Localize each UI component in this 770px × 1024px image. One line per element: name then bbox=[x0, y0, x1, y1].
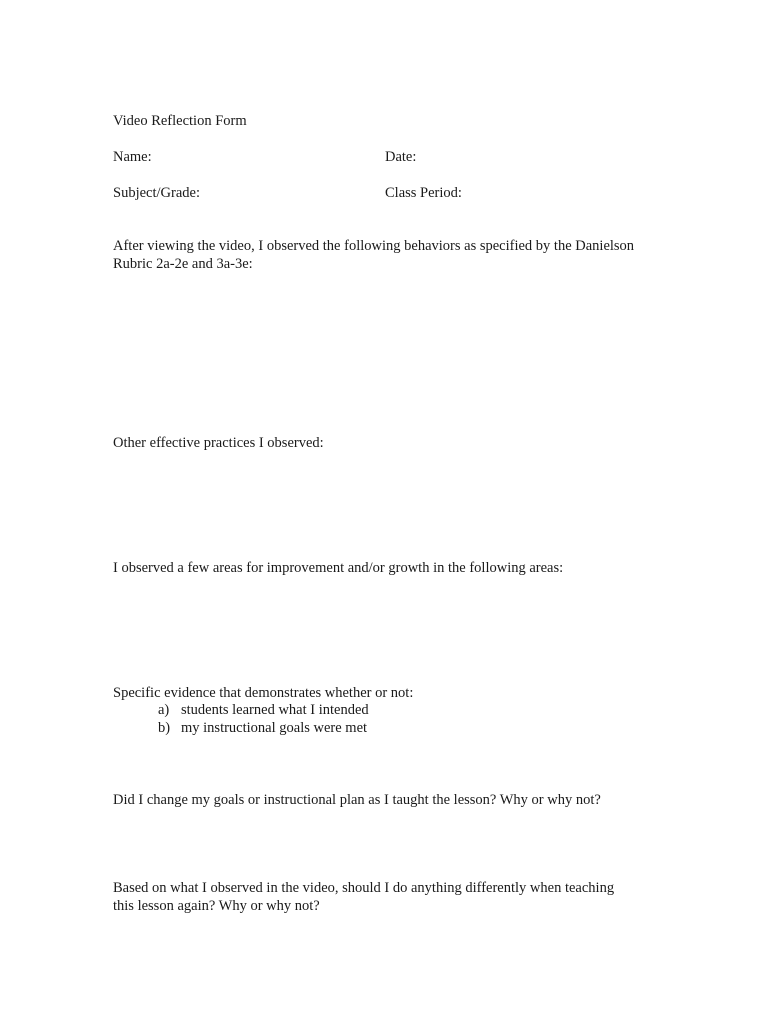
question-areas-for-improvement: I observed a few areas for improvement and/or growth in the following areas: bbox=[113, 560, 564, 576]
name-label: Name: bbox=[113, 149, 152, 165]
list-item-marker: a) bbox=[158, 702, 170, 718]
subject-grade-label: Subject/Grade: bbox=[113, 185, 200, 201]
list-item: students learned what I intended bbox=[181, 702, 369, 718]
question-observed-behaviors-line-1: After viewing the video, I observed the following behaviors as specified by the Danielson bbox=[113, 238, 635, 254]
class-period-label: Class Period: bbox=[385, 185, 462, 201]
question-changed-goals: Did I change my goals or instructional plan as I taught the lesson? Why or why not? bbox=[113, 792, 601, 808]
question-do-differently-line-2: this lesson again? Why or why not? bbox=[113, 898, 320, 914]
question-do-differently-line-1: Based on what I observed in the video, should I do anything differently when teaching bbox=[113, 880, 615, 896]
form-title: Video Reflection Form bbox=[113, 113, 247, 129]
date-label: Date: bbox=[385, 149, 417, 165]
question-observed-behaviors-line-2: Rubric 2a-2e and 3a-3e: bbox=[113, 256, 253, 272]
question-specific-evidence: Specific evidence that demonstrates whether or not: bbox=[113, 685, 414, 701]
list-item-marker: b) bbox=[158, 720, 171, 736]
question-effective-practices: Other effective practices I observed: bbox=[113, 435, 324, 451]
list-item: my instructional goals were met bbox=[181, 720, 368, 736]
